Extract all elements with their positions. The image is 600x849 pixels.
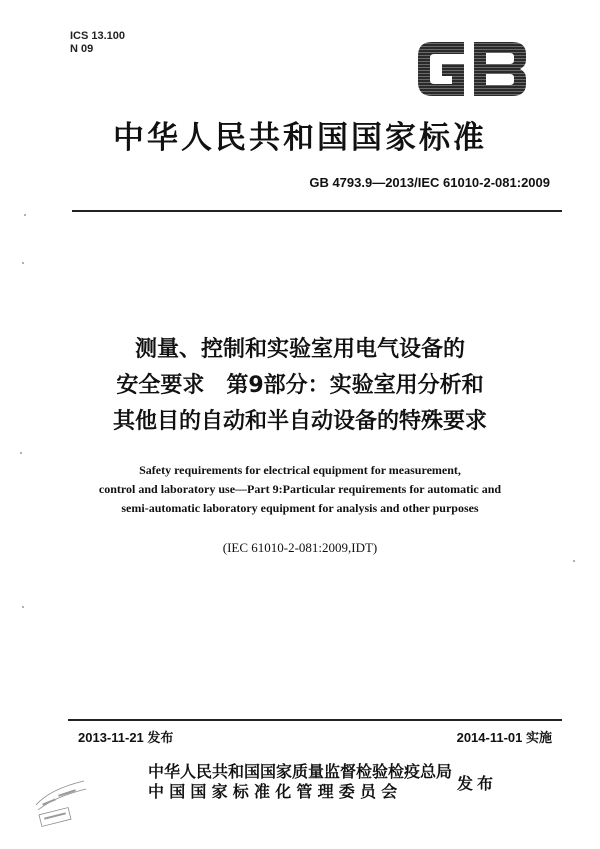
title-cn-line-1: 测量、控制和实验室用电气设备的 xyxy=(134,337,465,362)
title-cn-line-2: 安全要求 第9部分：实验室用分析和 xyxy=(116,373,484,398)
issuer-sac: 中国国家标准化管理委员会 xyxy=(148,782,403,801)
title-en-line-1: Safety requirements for electrical equipment for measurement, xyxy=(139,463,461,477)
ics-code: ICS 13.100 xyxy=(70,30,126,42)
issuer-aqsiq: 中华人民共和国国家质量监督检验检疫总局 xyxy=(148,762,453,781)
equivalence-note: (IEC 61010-2-081:2009,IDT) xyxy=(222,540,378,555)
implement-date: 2014-11-01 实施 xyxy=(456,730,552,745)
issue-label: 发布 xyxy=(457,774,498,793)
national-standard-title: 中华人民共和国国家标准 xyxy=(113,120,487,156)
title-en-line-2: control and laboratory use—Part 9:Particular requirements for automatic and xyxy=(98,482,502,496)
title-en-line-3: semi-automatic laboratory equipment for analysis and other purposes xyxy=(121,501,479,515)
publish-date: 2013-11-21 发布 xyxy=(78,730,174,745)
title-cn-line-3: 其他目的自动和半自动设备的特殊要求 xyxy=(112,409,487,434)
ccs-code: N 09 xyxy=(70,43,94,55)
standard-number: GB 4793.9—2013/IEC 61010-2-081:2009 xyxy=(309,175,550,190)
